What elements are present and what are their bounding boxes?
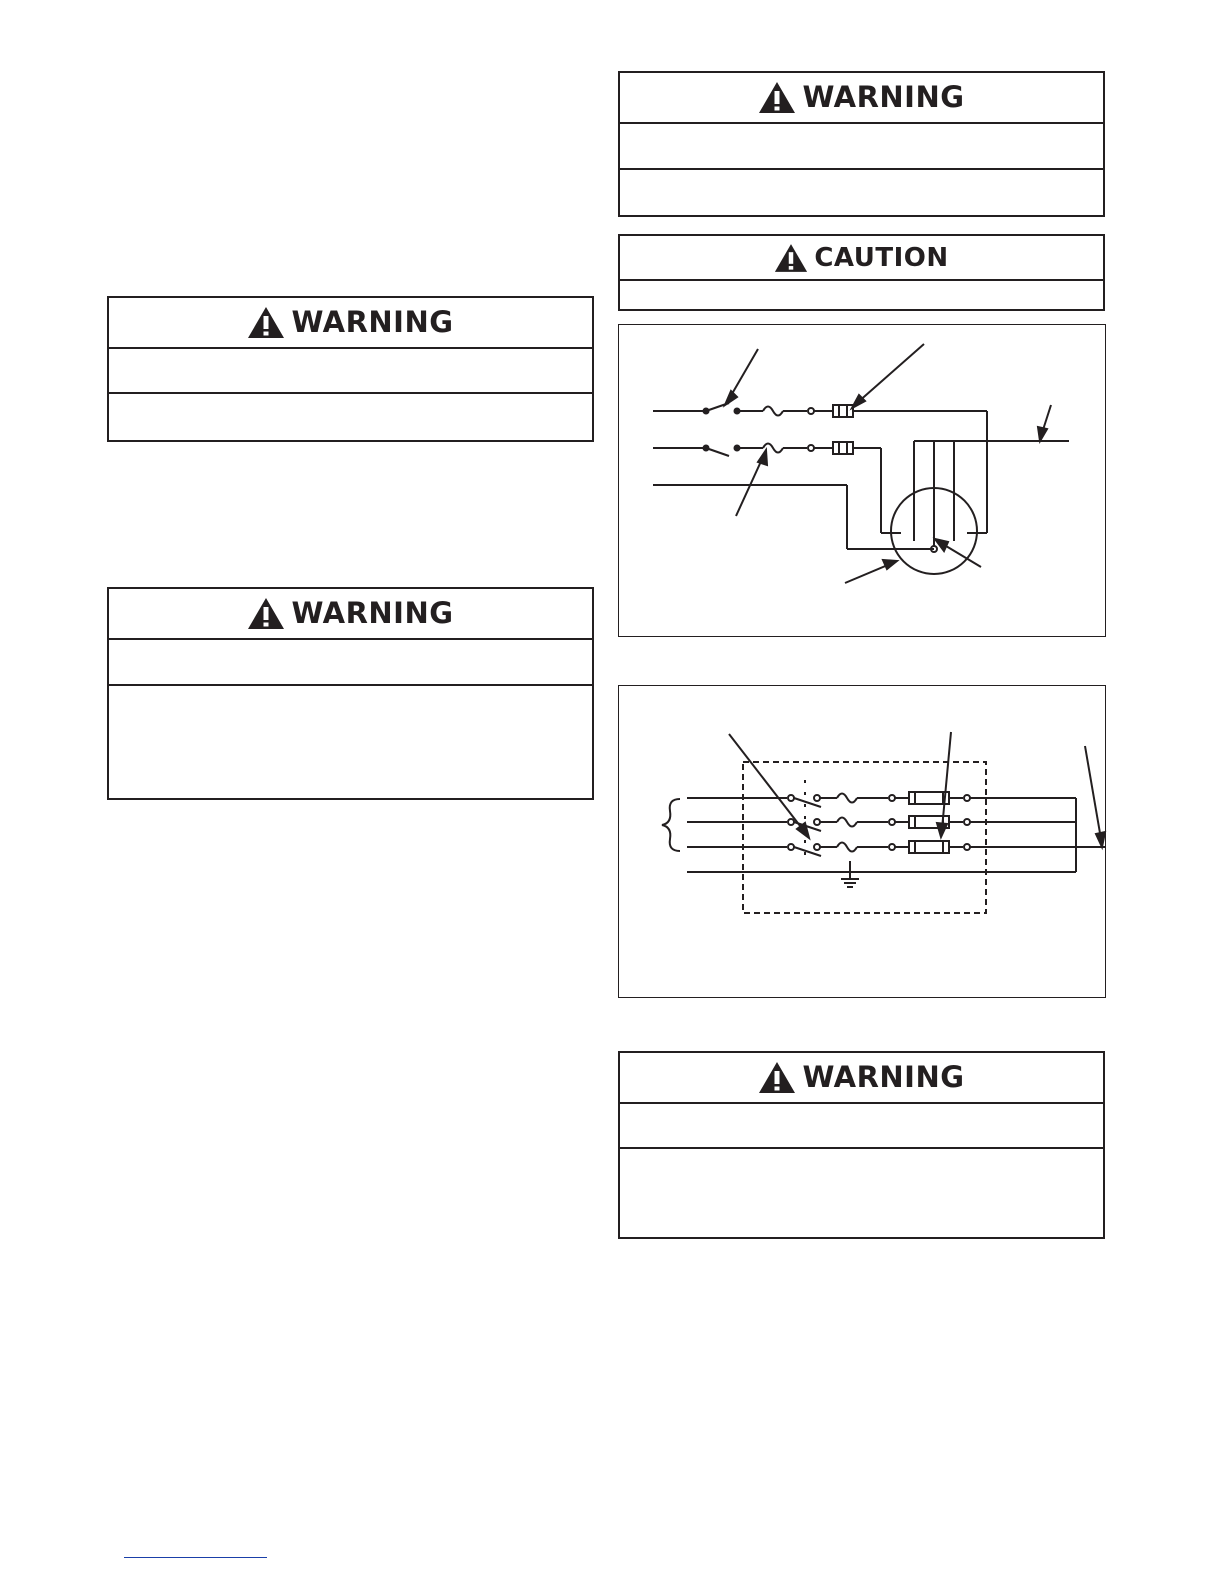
caution-signal-word: CAUTION	[814, 242, 949, 273]
single-phase-wiring-figure	[618, 324, 1106, 637]
three-phase-wiring-figure	[618, 685, 1106, 998]
caution-triangle-icon	[774, 243, 808, 273]
caution-box	[618, 234, 1105, 311]
warning-message-row	[109, 394, 592, 440]
warning-message-row	[620, 170, 1103, 215]
warning-signal-word: WARNING	[291, 596, 454, 630]
warning-message-row	[620, 1104, 1103, 1149]
single-phase-wiring-diagram	[619, 325, 1107, 638]
warning-message-row	[109, 349, 592, 394]
warning-header	[620, 73, 1103, 124]
caution-header	[620, 236, 1103, 281]
three-phase-wiring-diagram	[619, 686, 1107, 999]
warning-message-row	[109, 686, 592, 798]
caution-message-row	[620, 281, 1103, 309]
warning-box-4	[618, 1051, 1105, 1239]
warning-message-row	[109, 640, 592, 686]
warning-signal-word: WARNING	[802, 1060, 965, 1094]
footer-link-underline[interactable]	[124, 1557, 267, 1558]
warning-header	[109, 298, 592, 349]
warning-header	[620, 1053, 1103, 1104]
warning-signal-word: WARNING	[291, 305, 454, 339]
warning-triangle-icon	[758, 81, 796, 114]
warning-triangle-icon	[247, 597, 285, 630]
warning-message-row	[620, 1149, 1103, 1237]
warning-message-row	[620, 124, 1103, 170]
warning-box-2	[107, 587, 594, 800]
warning-signal-word: WARNING	[802, 80, 965, 114]
warning-header	[109, 589, 592, 640]
warning-triangle-icon	[247, 306, 285, 339]
warning-box-3	[618, 71, 1105, 217]
warning-triangle-icon	[758, 1061, 796, 1094]
warning-box-1	[107, 296, 594, 442]
